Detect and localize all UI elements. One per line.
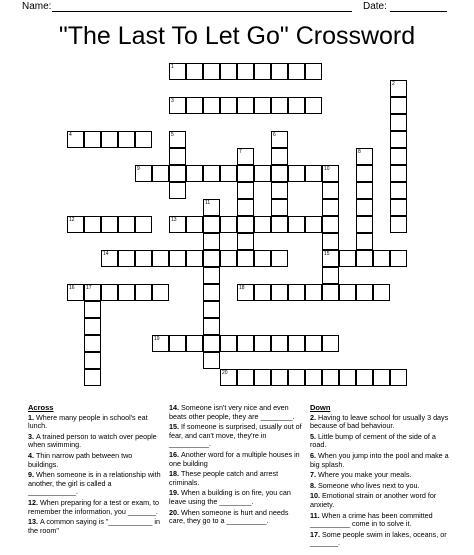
- grid-cell[interactable]: [135, 165, 152, 182]
- grid-cell[interactable]: [186, 63, 203, 80]
- grid-cell[interactable]: [135, 250, 152, 267]
- down-clues: [310, 404, 450, 550]
- grid-cell[interactable]: [220, 335, 237, 352]
- grid-cell[interactable]: [67, 284, 84, 301]
- across-clue: [28, 471, 163, 497]
- grid-cell[interactable]: [390, 369, 407, 386]
- clue-number: 15.: [169, 422, 181, 432]
- clue-number: 18.: [169, 469, 181, 479]
- across-clue: [28, 499, 163, 516]
- grid-cell[interactable]: [237, 97, 254, 114]
- grid-cell[interactable]: [322, 165, 339, 182]
- grid-cell[interactable]: [271, 199, 288, 216]
- grid-cell[interactable]: [271, 63, 288, 80]
- clue-number: 20: [222, 370, 228, 376]
- grid-cell[interactable]: [118, 216, 135, 233]
- across-clue: [28, 414, 163, 431]
- grid-cell[interactable]: [186, 216, 203, 233]
- grid-cell[interactable]: [288, 369, 305, 386]
- grid-cell[interactable]: [390, 182, 407, 199]
- clue-text: When someone is in a relationship with another, the girl is called a ____________.: [28, 470, 161, 497]
- grid-cell[interactable]: [169, 131, 186, 148]
- grid-cell[interactable]: [339, 284, 356, 301]
- clue-number: 16.: [169, 449, 181, 459]
- grid-cell[interactable]: [203, 233, 220, 250]
- down-clue: [310, 492, 450, 509]
- grid-cell[interactable]: [203, 216, 220, 233]
- grid-cell[interactable]: [118, 250, 135, 267]
- grid-cell[interactable]: [186, 165, 203, 182]
- grid-cell[interactable]: [220, 165, 237, 182]
- grid-cell[interactable]: [84, 284, 101, 301]
- grid-cell[interactable]: [67, 131, 84, 148]
- grid-cell[interactable]: [390, 165, 407, 182]
- grid-cell[interactable]: [169, 335, 186, 352]
- clue-text: When a crime has been committed __________ come in to solve it.: [310, 510, 433, 529]
- grid-cell[interactable]: [135, 216, 152, 233]
- grid-cell[interactable]: [390, 148, 407, 165]
- grid-cell[interactable]: [220, 97, 237, 114]
- grid-cell[interactable]: [84, 301, 101, 318]
- clue-text: When a building is on fire, you can leave using the ________.: [169, 488, 291, 506]
- clue-number: 8.: [310, 480, 318, 490]
- across-clue: [169, 404, 304, 421]
- clue-number: 10.: [310, 491, 322, 501]
- clue-text: Where many people in school's eat lunch.: [28, 412, 148, 431]
- down-clue: [310, 433, 450, 450]
- clue-number: 3: [171, 98, 174, 104]
- date-label: Date:: [363, 1, 387, 12]
- grid-cell[interactable]: [390, 250, 407, 267]
- grid-cell[interactable]: [305, 165, 322, 182]
- clue-text: A common saying is "___________ in the room": [28, 517, 161, 535]
- grid-cell[interactable]: [186, 97, 203, 114]
- grid-cell[interactable]: [152, 165, 169, 182]
- grid-cell[interactable]: [271, 284, 288, 301]
- clue-number: 11.: [310, 510, 322, 520]
- clue-text: Where you make your meals.: [318, 470, 412, 480]
- grid-cell[interactable]: [152, 284, 169, 301]
- grid-cell[interactable]: [254, 369, 271, 386]
- grid-cell[interactable]: [220, 369, 237, 386]
- clue-text: Having to leave school for usually 3 days because of bad behaviour.: [310, 412, 449, 431]
- clue-number: 8: [358, 149, 361, 155]
- grid-cell[interactable]: [322, 250, 339, 267]
- page-title: "The Last To Let Go" Crossword: [58, 22, 416, 50]
- grid-cell[interactable]: [271, 216, 288, 233]
- clue-text: These people catch and arrest criminals.: [169, 469, 279, 487]
- grid-cell[interactable]: [203, 199, 220, 216]
- clue-number: 19.: [169, 488, 181, 498]
- grid-cell[interactable]: [237, 250, 254, 267]
- down-heading: Down: [310, 403, 331, 412]
- grid-cell[interactable]: [118, 284, 135, 301]
- grid-cell[interactable]: [101, 131, 118, 148]
- grid-cell[interactable]: [288, 165, 305, 182]
- grid-cell[interactable]: [84, 216, 101, 233]
- grid-cell[interactable]: [288, 97, 305, 114]
- grid-cell[interactable]: [237, 233, 254, 250]
- grid-cell[interactable]: [186, 250, 203, 267]
- clue-number: 9: [137, 166, 140, 172]
- grid-cell[interactable]: [84, 369, 101, 386]
- down-clue: [310, 531, 450, 548]
- grid-cell[interactable]: [271, 131, 288, 148]
- down-clue: [310, 512, 450, 529]
- grid-cell[interactable]: [203, 335, 220, 352]
- grid-cell[interactable]: [305, 335, 322, 352]
- clue-text: Some people swim in lakes, oceans, or _______.: [310, 529, 447, 548]
- across-clue: [169, 489, 304, 506]
- grid-cell[interactable]: [254, 284, 271, 301]
- grid-cell[interactable]: [101, 284, 118, 301]
- grid-cell[interactable]: [271, 97, 288, 114]
- grid-cell[interactable]: [305, 369, 322, 386]
- grid-cell[interactable]: [390, 199, 407, 216]
- grid-cell[interactable]: [220, 216, 237, 233]
- grid-cell[interactable]: [356, 148, 373, 165]
- grid-cell[interactable]: [220, 250, 237, 267]
- grid-cell[interactable]: [118, 131, 135, 148]
- clue-number: 7: [239, 149, 242, 155]
- clue-number: 6: [273, 132, 276, 138]
- grid-cell[interactable]: [254, 165, 271, 182]
- grid-cell[interactable]: [322, 369, 339, 386]
- clue-text: When preparing for a test or exam, to remember the information, you _______.: [28, 497, 160, 516]
- clue-number: 15: [324, 251, 330, 257]
- grid-cell[interactable]: [135, 284, 152, 301]
- clue-number: 5: [171, 132, 174, 138]
- grid-cell[interactable]: [356, 199, 373, 216]
- across-clues-continued: [169, 404, 304, 528]
- grid-cell[interactable]: [271, 182, 288, 199]
- grid-cell[interactable]: [322, 233, 339, 250]
- grid-cell[interactable]: [237, 199, 254, 216]
- clue-number: 5.: [310, 431, 318, 441]
- across-clue: [169, 423, 304, 449]
- clue-number: 17.: [310, 529, 322, 539]
- clue-text: If someone is surprised, usually out of fear, and can't move, they're in __________.: [169, 422, 302, 449]
- grid-cell[interactable]: [373, 369, 390, 386]
- down-clue: [310, 452, 450, 469]
- grid-cell[interactable]: [237, 369, 254, 386]
- grid-cell[interactable]: [237, 182, 254, 199]
- grid-cell[interactable]: [237, 216, 254, 233]
- clue-number: 12.: [28, 497, 40, 507]
- grid-cell[interactable]: [339, 369, 356, 386]
- grid-cell[interactable]: [203, 250, 220, 267]
- down-clue: [310, 482, 450, 491]
- grid-cell[interactable]: [305, 63, 322, 80]
- grid-cell[interactable]: [390, 114, 407, 131]
- grid-cell[interactable]: [84, 318, 101, 335]
- grid-cell[interactable]: [271, 148, 288, 165]
- grid-cell[interactable]: [84, 335, 101, 352]
- grid-cell[interactable]: [203, 301, 220, 318]
- grid-cell[interactable]: [271, 250, 288, 267]
- clue-number: 13: [171, 217, 177, 223]
- clue-number: 10: [324, 166, 330, 172]
- clue-number: 17: [86, 285, 92, 291]
- grid-cell[interactable]: [101, 216, 118, 233]
- grid-cell[interactable]: [356, 216, 373, 233]
- grid-cell[interactable]: [169, 165, 186, 182]
- grid-cell[interactable]: [322, 284, 339, 301]
- clue-number: 7.: [310, 470, 318, 480]
- grid-cell[interactable]: [237, 284, 254, 301]
- clue-number: 18: [239, 285, 245, 291]
- grid-cell[interactable]: [288, 284, 305, 301]
- clue-number: 19: [154, 336, 160, 342]
- grid-cell[interactable]: [390, 131, 407, 148]
- grid-cell[interactable]: [322, 182, 339, 199]
- grid-cell[interactable]: [339, 250, 356, 267]
- grid-cell[interactable]: [356, 165, 373, 182]
- down-clue: [310, 471, 450, 480]
- grid-cell[interactable]: [169, 216, 186, 233]
- clue-text: When you jump into the pool and make a big splash.: [310, 450, 449, 469]
- clue-number: 2: [392, 81, 395, 87]
- grid-cell[interactable]: [101, 250, 118, 267]
- grid-cell[interactable]: [254, 63, 271, 80]
- grid-cell[interactable]: [373, 250, 390, 267]
- clue-number: 1.: [28, 412, 36, 422]
- grid-cell[interactable]: [254, 216, 271, 233]
- grid-cell[interactable]: [254, 250, 271, 267]
- clue-number: 20.: [169, 507, 181, 517]
- grid-cell[interactable]: [356, 250, 373, 267]
- grid-cell[interactable]: [288, 335, 305, 352]
- clue-number: 16: [69, 285, 75, 291]
- grid-cell[interactable]: [203, 284, 220, 301]
- clue-number: 13.: [28, 517, 40, 527]
- grid-cell[interactable]: [271, 335, 288, 352]
- grid-cell[interactable]: [322, 335, 339, 352]
- across-clue: [169, 470, 304, 487]
- grid-cell[interactable]: [356, 182, 373, 199]
- clue-number: 9.: [28, 470, 36, 480]
- grid-cell[interactable]: [84, 352, 101, 369]
- clue-number: 11: [205, 200, 211, 206]
- grid-cell[interactable]: [356, 233, 373, 250]
- clue-number: 2.: [310, 412, 318, 422]
- grid-cell[interactable]: [186, 335, 203, 352]
- grid-cell[interactable]: [169, 148, 186, 165]
- clue-number: 14.: [169, 403, 181, 412]
- grid-cell[interactable]: [169, 97, 186, 114]
- grid-cell[interactable]: [237, 148, 254, 165]
- grid-cell[interactable]: [322, 199, 339, 216]
- grid-cell[interactable]: [152, 335, 169, 352]
- grid-cell[interactable]: [288, 63, 305, 80]
- grid-cell[interactable]: [169, 182, 186, 199]
- grid-cell[interactable]: [67, 216, 84, 233]
- clue-number: 4.: [28, 450, 36, 460]
- grid-cell[interactable]: [305, 216, 322, 233]
- clue-text: Someone who lives next to you.: [318, 480, 420, 490]
- grid-cell[interactable]: [254, 335, 271, 352]
- clue-number: 4: [69, 132, 72, 138]
- across-clues: [28, 404, 163, 537]
- clue-number: 1: [171, 64, 174, 70]
- grid-cell[interactable]: [203, 352, 220, 369]
- grid-cell[interactable]: [373, 284, 390, 301]
- name-label: Name:: [22, 1, 52, 12]
- clue-text: Little bump of cement of the side of a road.: [310, 431, 436, 450]
- across-clue: [28, 452, 163, 469]
- grid-cell[interactable]: [203, 318, 220, 335]
- across-clue: [169, 509, 304, 526]
- grid-cell[interactable]: [356, 284, 373, 301]
- clue-number: 6.: [310, 450, 318, 460]
- grid-cell[interactable]: [390, 97, 407, 114]
- grid-cell[interactable]: [305, 284, 322, 301]
- grid-cell[interactable]: [237, 335, 254, 352]
- down-clue: [310, 414, 450, 431]
- grid-cell[interactable]: [322, 267, 339, 284]
- grid-cell[interactable]: [203, 97, 220, 114]
- grid-cell[interactable]: [237, 63, 254, 80]
- grid-cell[interactable]: [322, 216, 339, 233]
- clue-text: Thin narrow path between two buildings.: [28, 450, 133, 469]
- clue-text: Someone isn't very nice and even beats other people, they are ________.: [169, 403, 295, 421]
- clue-text: Another word for a multiple houses in one building: [169, 449, 300, 468]
- grid-cell[interactable]: [288, 216, 305, 233]
- across-heading: Across: [28, 403, 54, 412]
- clue-text: When someone is hurt and needs care, they go to a __________.: [169, 507, 289, 526]
- clue-text: A trained person to watch over people when swimming.: [28, 431, 157, 450]
- grid-cell[interactable]: [356, 369, 373, 386]
- grid-cell[interactable]: [237, 165, 254, 182]
- grid-cell[interactable]: [135, 131, 152, 148]
- grid-cell[interactable]: [169, 63, 186, 80]
- grid-cell[interactable]: [152, 250, 169, 267]
- grid-cell[interactable]: [271, 165, 288, 182]
- grid-cell[interactable]: [84, 131, 101, 148]
- grid-cell[interactable]: [169, 250, 186, 267]
- grid-cell[interactable]: [220, 63, 237, 80]
- across-clue: [169, 451, 304, 468]
- grid-cell[interactable]: [203, 63, 220, 80]
- grid-cell[interactable]: [203, 267, 220, 284]
- clue-number: 3.: [28, 431, 36, 441]
- clue-text: Emotional strain or another word for anxiety.: [310, 491, 437, 509]
- grid-cell[interactable]: [390, 216, 407, 233]
- clue-number: 14: [103, 251, 109, 257]
- across-clue: [28, 433, 163, 450]
- grid-cell[interactable]: [203, 165, 220, 182]
- grid-cell[interactable]: [305, 97, 322, 114]
- clue-number: 12: [69, 217, 75, 223]
- grid-cell[interactable]: [271, 369, 288, 386]
- across-clue: [28, 518, 163, 535]
- grid-cell[interactable]: [390, 80, 407, 97]
- grid-cell[interactable]: [254, 97, 271, 114]
